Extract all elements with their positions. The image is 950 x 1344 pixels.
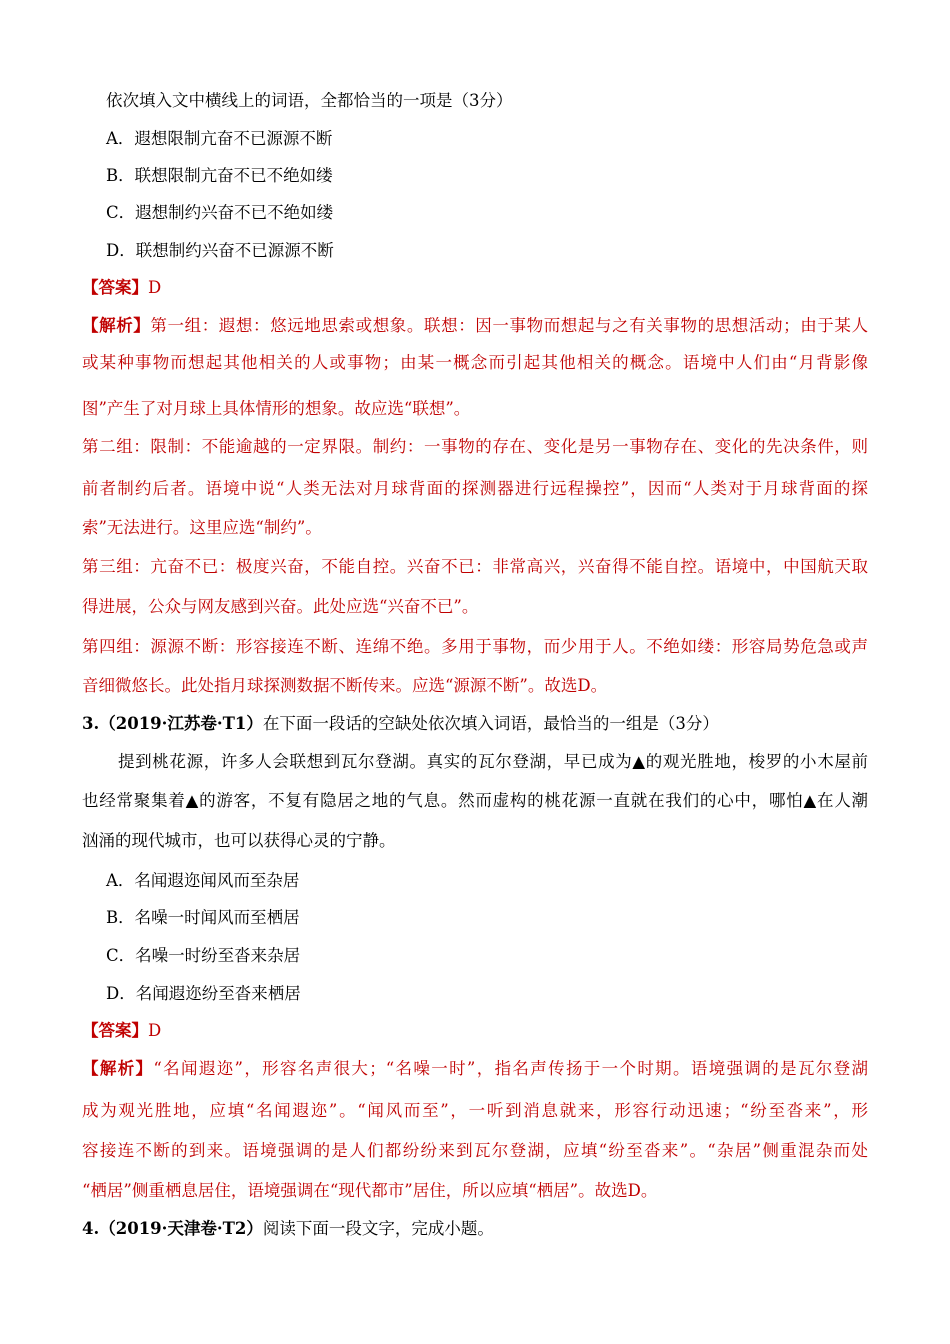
option-b: B．联想限制亢奋不已不绝如缕 bbox=[106, 166, 333, 185]
analysis-line: 容接连不断的到来。语境强调的是人们都纷纷来到瓦尔登湖，应填“纷至沓来”。“杂居”侧重混杂而处 bbox=[82, 1141, 868, 1160]
analysis-line: “栖居”侧重栖息居住，语境强调在“现代都市”居住，所以应填“栖居”。故选D。 bbox=[82, 1181, 658, 1200]
analysis-line bbox=[82, 315, 868, 337]
question-source: （2019·天津卷·T2） bbox=[99, 1219, 263, 1238]
option-c: C．遐想制约兴奋不已不绝如缕 bbox=[106, 203, 334, 222]
question-header bbox=[82, 713, 719, 735]
analysis-label: 【解析】 bbox=[82, 316, 151, 335]
analysis-line: 前者制约后者。语境中说“人类无法对月球背面的探测器进行远程操控”，因而“人类对于月球背面的探 bbox=[82, 479, 868, 498]
question-number: 3. bbox=[82, 714, 100, 733]
analysis-text: “名闻遐迩”，形容名声很大；“名噪一时”，指名声传扬于一个时期。语境强调的是瓦尔登湖 bbox=[153, 1059, 868, 1078]
analysis-line bbox=[82, 1058, 868, 1080]
analysis-line: 第二组：限制：不能逾越的一定界限。制约：一事物的存在、变化是另一事物存在、变化的先决条件，则 bbox=[82, 437, 868, 456]
analysis-label: 【解析】 bbox=[82, 1059, 154, 1078]
analysis-line: 第三组：亢奋不已：极度兴奋，不能自控。兴奋不已：非常高兴，兴奋得不能自控。语境中，中国航天取 bbox=[82, 557, 868, 576]
question-stem: 在下面一段话的空缺处依次填入词语，最恰当的一组是（3分） bbox=[262, 714, 719, 733]
analysis-text: 第一组：遐想：悠远地思索或想象。联想：因一事物而想起与之有关事物的思想活动；由于某人 bbox=[150, 316, 869, 335]
question-stem: 阅读下面一段文字，完成小题。 bbox=[262, 1219, 494, 1238]
option-a: A．遐想限制亢奋不已源源不断 bbox=[106, 129, 333, 148]
passage-line: 汹涌的现代城市，也可以获得心灵的宁静。 bbox=[82, 831, 396, 850]
option-a: A．名闻遐迩闻风而至杂居 bbox=[106, 871, 300, 890]
analysis-line: 或某种事物而想起其他相关的人或事物；由某一概念而引起其他相关的概念。语境中人们由“月背影像 bbox=[82, 353, 868, 372]
question-header bbox=[82, 1218, 494, 1240]
analysis-line: 第四组：源源不断：形容接连不断、连绵不绝。多用于事物，而少用于人。不绝如缕：形容局势危急或声 bbox=[82, 637, 868, 656]
answer-line bbox=[82, 277, 161, 299]
analysis-line: 索”无法进行。这里应选“制约”。 bbox=[82, 518, 322, 537]
answer-label: 【答案】 bbox=[82, 1021, 148, 1040]
question-number: 4. bbox=[82, 1219, 100, 1238]
option-c: C．名噪一时纷至沓来杂居 bbox=[106, 946, 301, 965]
analysis-line: 图”产生了对月球上具体情形的想象。故应选“联想”。 bbox=[82, 399, 471, 418]
analysis-line: 成为观光胜地，应填“名闻遐迩”。“闻风而至”，一听到消息就来，形容行动迅速；“纷至沓来”，形 bbox=[82, 1101, 868, 1120]
question-prompt: 依次填入文中横线上的词语，全都恰当的一项是（3分） bbox=[106, 91, 513, 110]
analysis-line: 得进展，公众与网友感到兴奋。此处应选“兴奋不已”。 bbox=[82, 597, 479, 616]
answer-line bbox=[82, 1020, 161, 1042]
option-d: D．名闻遐迩纷至沓来栖居 bbox=[106, 984, 301, 1003]
answer-value: D bbox=[148, 1021, 162, 1040]
option-d: D．联想制约兴奋不已源源不断 bbox=[106, 241, 334, 260]
passage-line: 提到桃花源，许多人会联想到瓦尔登湖。真实的瓦尔登湖，早已成为▲的观光胜地，梭罗的小木屋前 bbox=[118, 752, 868, 771]
answer-value: D bbox=[148, 278, 162, 297]
question-source: （2019·江苏卷·T1） bbox=[99, 714, 263, 733]
option-b: B．名噪一时闻风而至栖居 bbox=[106, 908, 300, 927]
passage-line: 也经常聚集着▲的游客，不复有隐居之地的气息。然而虚构的桃花源一直就在我们的心中，哪怕▲在人潮 bbox=[82, 791, 868, 810]
answer-label: 【答案】 bbox=[82, 278, 148, 297]
analysis-line: 音细微悠长。此处指月球探测数据不断传来。应选“源源不断”。故选D。 bbox=[82, 676, 608, 695]
